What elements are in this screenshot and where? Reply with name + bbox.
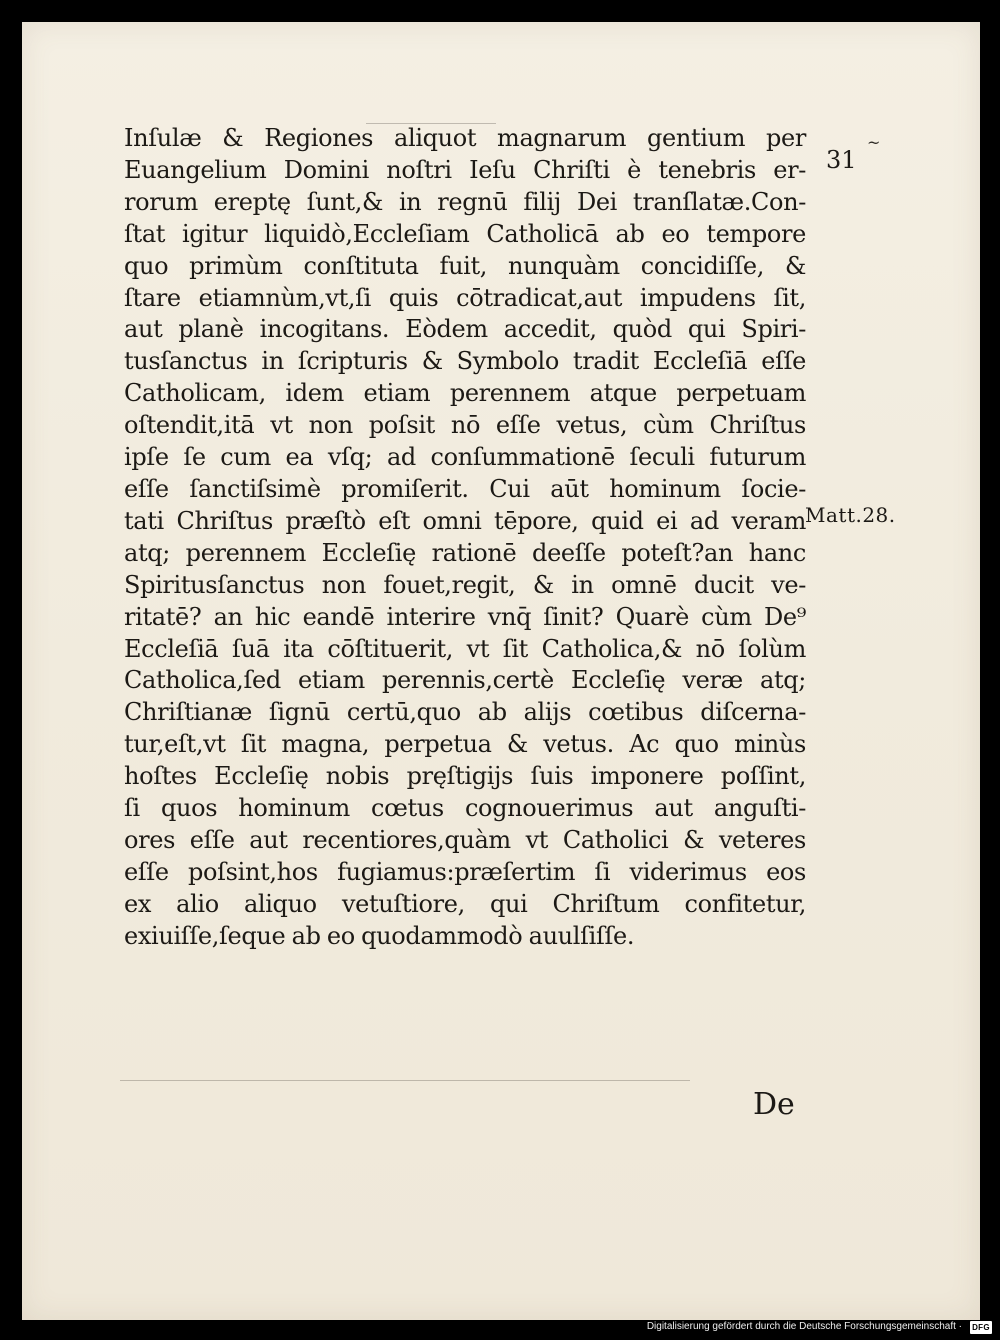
text-line: Euangelium Domini noſtri Ieſu Chriſti è tenebris er- xyxy=(124,155,806,184)
digitization-credit xyxy=(647,1321,962,1332)
credit-text: Digitalisierung gefördert durch die Deutsche Forschungsgemeinschaft · xyxy=(646,1320,962,1332)
catchword: De xyxy=(753,1087,795,1122)
margin-note: Matt.28. xyxy=(805,503,896,527)
text-line: tati Chriſtus præſtò eſt omni tēpore, quid ei ad veram xyxy=(124,506,806,535)
print-rule-bottom xyxy=(120,1080,690,1081)
dfg-logo: DFG xyxy=(970,1321,992,1334)
text-line: Spiritusſanctus non fouet,regit, & in omnē ducit ve- xyxy=(124,570,806,599)
text-line: rorum ereptę ſunt,& in regnū filij Dei tranſlatæ.Con- xyxy=(124,187,806,216)
text-line: aut planè incogitans. Eòdem accedit, quòd qui Spiri- xyxy=(124,315,806,344)
page-number: 31 xyxy=(826,146,857,174)
text-line: atq; perennem Eccleſię rationē deeſſe poteſt?an hanc xyxy=(124,538,806,567)
text-line: Catholica,ſed etiam perennis,certè Eccleſię veræ atq; xyxy=(124,666,806,695)
text-line: ſi quos hominum cœtus cognouerimus aut anguſti- xyxy=(124,794,806,823)
text-line: quo primùm conſtituta fuit, nunquàm concidiſſe, & xyxy=(124,251,806,280)
body-text xyxy=(124,123,806,953)
text-line: tusſanctus in ſcripturis & Symbolo tradit Eccleſiā eſſe xyxy=(124,347,806,376)
text-line: ipſe ſe cum ea vſq; ad conſummationē ſeculi futurum xyxy=(124,443,806,472)
text-line: hoſtes Eccleſię nobis pręſtigijs ſuis imponere poſſint, xyxy=(124,762,806,791)
text-line: eſſe poſsint,hos fugiamus:præſertim ſi viderimus eos xyxy=(124,857,806,886)
book-page xyxy=(22,22,980,1320)
text-line: tur,eſt,vt ſit magna, perpetua & vetus. Ac quo minùs xyxy=(124,730,806,759)
text-line: eſſe ſanctiſsimè promiſerit. Cui aūt hominum ſocie- xyxy=(124,474,806,503)
text-line: ſtat igitur liquidò,Eccleſiam Catholicā ab eo tempore xyxy=(124,219,806,248)
text-line: Eccleſiā ſuā ita cōſtituerit, vt ſit Catholica,& nō ſolùm xyxy=(124,634,806,663)
text-line: Inſulæ & Regiones aliquot magnarum gentium per xyxy=(124,124,806,152)
text-line: Chriſtianæ ſignū certū,quo ab alijs cœtibus diſcerna- xyxy=(124,698,806,727)
text-line: exiuiſſe,ſeque ab eo quodammodò auulſiſſe. xyxy=(124,921,635,950)
text-line: ex alio aliquo vetuſtiore, qui Chriſtum confitetur, xyxy=(124,889,806,918)
text-line: ores eſſe aut recentiores,quàm vt Catholici & veteres xyxy=(124,825,806,854)
corner-mark: ~ xyxy=(867,133,881,152)
text-line: oſtendit,itā vt non poſsit nō eſſe vetus, cùm Chriſtus xyxy=(124,411,806,440)
text-line: ritatē? an hic eandē interire vnq̄ ſinit? Quarè cùm De⁹ xyxy=(124,602,806,631)
text-line: ſtare etiamnùm,vt,ſi quis cōtradicat,aut impudens ſit, xyxy=(124,283,806,312)
text-line: Catholicam, idem etiam perennem atque perpetuam xyxy=(124,379,806,408)
